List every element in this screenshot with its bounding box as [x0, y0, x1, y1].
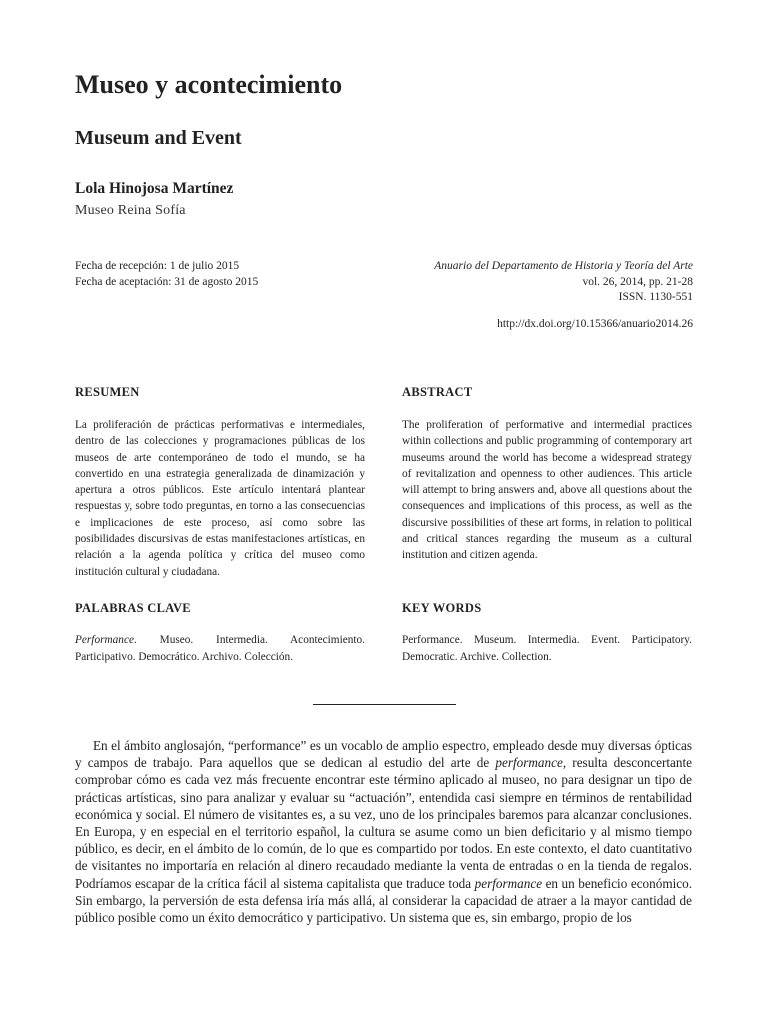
body-paragraph [75, 737, 692, 926]
journal-name: Anuario del Departamento de Historia y Teoría del Arte [434, 260, 693, 272]
section-divider [313, 704, 456, 705]
received-date: Fecha de recepción: 1 de julio 2015 [75, 260, 240, 272]
palabras-clave-text [75, 632, 365, 665]
key-words-text: Performance. Museum. Intermedia. Event. Participatory. Democratic. Archive. Collection. [402, 634, 692, 663]
submission-dates [75, 259, 258, 290]
body-italic-2: performance [474, 875, 543, 891]
author-name: Lola Hinojosa Martínez [75, 180, 234, 197]
article-title-english: Museum and Event [75, 127, 242, 149]
body-text-part-1: En el ámbito anglosajón, “performance” es un vocablo de amplio espectro, empleado desde muy diversas ópticas y campos de trabajo. Para aquellos que se dedican al estudio del arte de [75, 738, 692, 771]
key-words-heading: KEY WORDS [402, 601, 482, 615]
palabras-clave-heading: PALABRAS CLAVE [75, 601, 191, 615]
resumen-text: La proliferación de prácticas performativas e intermediales, dentro de las colecciones y programaciones públicas de los museos de arte contemporáneo de todo el mundo, se ha convertido en una estrategia generalizada de dinamización y apertura a otros públicos. Este artículo intentará plantear respuestas y, sobre todo preguntas, en torno a las consecuencias e implicaciones de este proceso, así como sobre las posibilidades discursivas de estas manifestaciones artísticas, en relación a la agenda política y crítica del museo como institución cultural y ciudadana. [75, 419, 365, 578]
article-title-spanish: Museo y acontecimiento [75, 70, 343, 99]
accepted-date: Fecha de aceptación: 31 de agosto 2015 [75, 275, 259, 288]
body-text-part-2: , resulta desconcertante comprobar cómo es cada vez más frecuente encontrar este término aplicado al museo, no para designar un tipo de prácticas artísticas, sino para analizar y evaluar su “actuación”, entendida casi siempre en términos de rentabilidad económica y social. El número de visitantes es, a su vez, uno de los principales baremos para alcanzar conclusiones. En Europa, y en especial en el territorio español, la cultura se asume como un bien deficitario y al mismo tiempo público, es decir, en el ámbito de lo común, de lo que es compartido por todos. En este contexto, el dato cuantitativo de visitantes no importaría en relación al dinero recaudado mediante la venta de entradas o en la tienda de regalos. Podríamos escapar de la crítica fácil al sistema capitalista que traduce toda [75, 755, 693, 891]
journal-issn: ISSN. 1130-551 [618, 291, 693, 303]
author-affiliation: Museo Reina Sofía [75, 203, 186, 218]
abstract-heading: ABSTRACT [402, 385, 473, 399]
body-text-part-3: en un beneficio económico. Sin embargo, la perversión de esta defensa iría más allá, al considerar la capacidad de atraer a la mayor cantidad de público posible como un éxito democrático y participativo. Un sistema que es, sin embargo, propio de los [75, 875, 692, 926]
journal-volume: vol. 26, 2014, pp. 21-28 [582, 275, 693, 288]
keyword-performance: Performance [75, 634, 134, 646]
keywords-rest: . Museo. Intermedia. Acontecimiento. Participativo. Democrático. Archivo. Colección. [75, 634, 365, 663]
doi-link[interactable]: http://dx.doi.org/10.15366/anuario2014.26 [497, 318, 693, 330]
journal-info [333, 259, 693, 306]
abstract-text: The proliferation of performative and intermedial practices within collections and public programming of contemporary art museums around the world has become a widespread strategy of revitalization and openness to other audiences. This article will attempt to bring answers and, above all questions about the consequences and implications of this process, as well as the discursive possibilities of these art forms, in relation to political and critical stances regarding the museum as a cultural institution and citizen agenda. [402, 419, 692, 562]
body-italic-1: performance [495, 755, 563, 771]
resumen-heading: RESUMEN [75, 385, 140, 399]
